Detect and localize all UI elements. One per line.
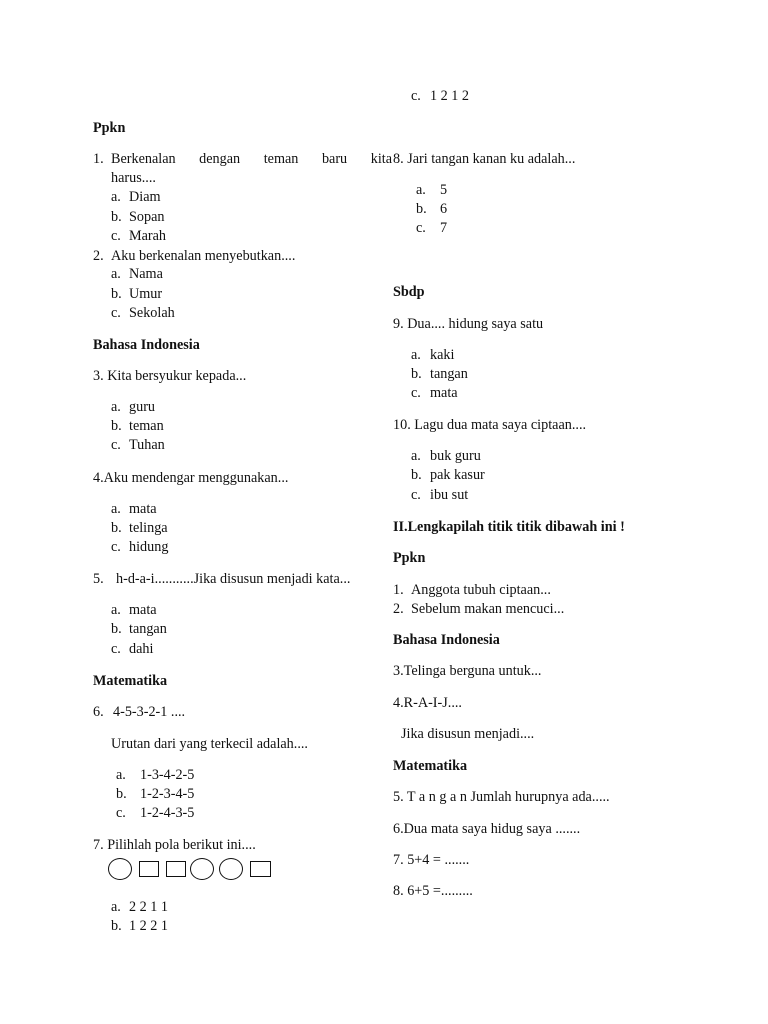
option-letter: a. xyxy=(116,767,126,783)
circle-shape xyxy=(219,858,243,880)
section-heading-ppkn: Ppkn xyxy=(93,120,126,136)
question-text: Aku berkenalan menyebutkan.... xyxy=(111,248,296,264)
option-text: Marah xyxy=(129,228,167,244)
option-text: 5 xyxy=(440,182,448,198)
question-number: 6. xyxy=(93,704,104,720)
option-letter: b. xyxy=(111,209,122,225)
option-text: mata xyxy=(129,501,157,517)
option-text: buk guru xyxy=(430,448,481,464)
question-text: 9. Dua.... hidung saya satu xyxy=(393,316,544,332)
square-shape xyxy=(250,861,271,877)
option-letter: b. xyxy=(411,467,422,483)
option-text: 1 2 2 1 xyxy=(129,918,169,934)
option-letter: c. xyxy=(111,641,121,657)
question-number: 1. xyxy=(393,582,404,598)
section-heading-fill-in: II.Lengkapilah titik titik dibawah ini ! xyxy=(393,519,625,535)
option-text: Sekolah xyxy=(129,305,175,321)
option-letter: c. xyxy=(116,805,126,821)
option-text: Umur xyxy=(129,286,163,302)
option-letter: a. xyxy=(411,448,421,464)
question-text: 10. Lagu dua mata saya ciptaan.... xyxy=(393,417,587,433)
question-number: 2. xyxy=(93,248,104,264)
section-heading-ppkn: Ppkn xyxy=(393,550,426,566)
question-text: 6.Dua mata saya hidug saya ....... xyxy=(393,821,581,837)
option-text: 1 2 1 2 xyxy=(430,88,470,104)
option-text: 2 2 1 1 xyxy=(129,899,169,915)
option-letter: c. xyxy=(411,88,421,104)
option-letter: c. xyxy=(111,437,121,453)
question-text: 5. T a n g a n Jumlah hurupnya ada..... xyxy=(393,789,610,805)
question-text: Anggota tubuh ciptaan... xyxy=(411,582,551,598)
option-text: 1-2-4-3-5 xyxy=(140,805,195,821)
question-text: 4-5-3-2-1 .... xyxy=(113,704,186,720)
question-text: h-d-a-i...........Jika disusun menjadi kata... xyxy=(116,571,351,587)
question-text: 4.Aku mendengar menggunakan... xyxy=(93,470,289,486)
option-letter: c. xyxy=(111,228,121,244)
option-text: Nama xyxy=(129,266,163,282)
question-text: 4.R-A-I-J.... xyxy=(393,695,462,711)
section-heading-matematika: Matematika xyxy=(393,758,468,774)
option-text: dahi xyxy=(129,641,154,657)
section-heading-bahasa-indonesia: Bahasa Indonesia xyxy=(93,337,200,353)
option-text: Sopan xyxy=(129,209,165,225)
section-heading-matematika: Matematika xyxy=(93,673,168,689)
section-heading-bahasa-indonesia: Bahasa Indonesia xyxy=(393,632,500,648)
square-shape xyxy=(139,861,159,877)
option-letter: b. xyxy=(111,520,122,536)
option-letter: a. xyxy=(111,899,121,915)
option-text: mata xyxy=(430,385,458,401)
option-letter: a. xyxy=(111,266,121,282)
question-text: 3. Kita bersyukur kepada... xyxy=(93,368,247,384)
question-subtext: Urutan dari yang terkecil adalah.... xyxy=(111,736,308,752)
option-text: guru xyxy=(129,399,156,415)
option-letter: a. xyxy=(111,399,121,415)
question-text: 3.Telinga berguna untuk... xyxy=(393,663,542,679)
option-text: Diam xyxy=(129,189,161,205)
option-text: tangan xyxy=(129,621,167,637)
option-letter: c. xyxy=(411,385,421,401)
question-number: 1. xyxy=(93,151,104,167)
option-letter: b. xyxy=(111,418,122,434)
option-letter: c. xyxy=(111,305,121,321)
question-subtext: Jika disusun menjadi.... xyxy=(401,726,535,742)
question-text: Berkenalan dengan teman baru kita xyxy=(111,151,392,167)
question-text: 7. Pilihlah pola berikut ini.... xyxy=(93,837,256,853)
circle-shape xyxy=(108,858,132,880)
question-text: 7. 5+4 = ....... xyxy=(393,852,470,868)
option-letter: b. xyxy=(111,621,122,637)
option-text: 6 xyxy=(440,201,448,217)
option-letter: b. xyxy=(111,918,122,934)
option-text: 1-2-3-4-5 xyxy=(140,786,195,802)
question-text: Sebelum makan mencuci... xyxy=(411,601,565,617)
option-text: hidung xyxy=(129,539,169,555)
option-text: tangan xyxy=(430,366,468,382)
section-heading-sbdp: Sbdp xyxy=(393,284,425,300)
option-text: pak kasur xyxy=(430,467,485,483)
option-text: Tuhan xyxy=(129,437,165,453)
option-text: teman xyxy=(129,418,164,434)
question-text: 8. Jari tangan kanan ku adalah... xyxy=(393,151,576,167)
option-letter: a. xyxy=(111,501,121,517)
option-text: mata xyxy=(129,602,157,618)
option-letter: c. xyxy=(111,539,121,555)
option-letter: a. xyxy=(111,189,121,205)
question-number: 2. xyxy=(393,601,404,617)
circle-shape xyxy=(190,858,214,880)
option-text: telinga xyxy=(129,520,168,536)
option-letter: c. xyxy=(411,487,421,503)
option-letter: c. xyxy=(416,220,426,236)
option-text: kaki xyxy=(430,347,455,363)
option-letter: b. xyxy=(411,366,422,382)
option-letter: a. xyxy=(411,347,421,363)
option-letter: a. xyxy=(111,602,121,618)
question-text: 8. 6+5 =......... xyxy=(393,883,473,899)
option-text: 1-3-4-2-5 xyxy=(140,767,195,783)
option-text: 7 xyxy=(440,220,448,236)
option-letter: a. xyxy=(416,182,426,198)
option-letter: b. xyxy=(116,786,127,802)
square-shape xyxy=(166,861,186,877)
question-text-continued: harus.... xyxy=(111,170,156,186)
option-letter: b. xyxy=(416,201,427,217)
question-number: 5. xyxy=(93,571,104,587)
option-text: ibu sut xyxy=(430,487,469,503)
option-letter: b. xyxy=(111,286,122,302)
